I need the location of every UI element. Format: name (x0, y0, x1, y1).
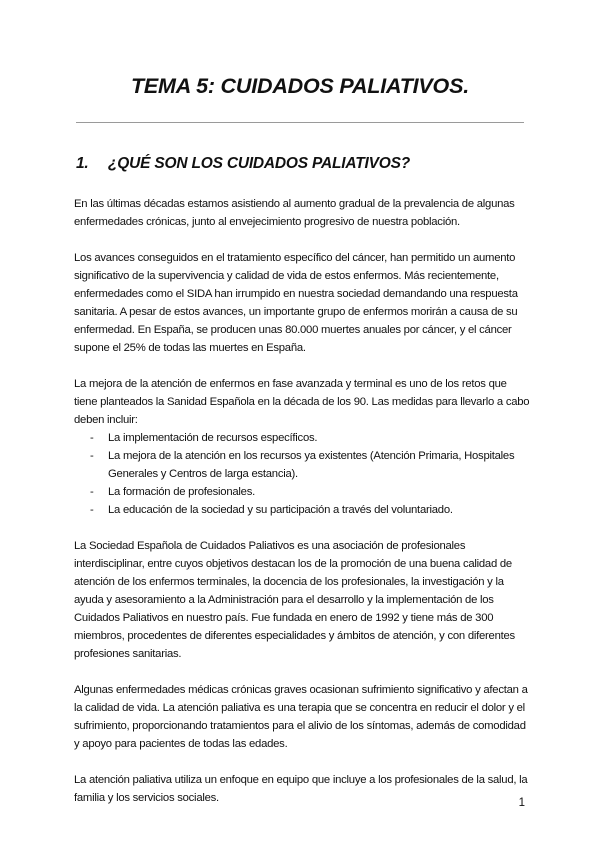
list-item: - La mejora de la atención en los recursos ya existentes (Atención Primaria, Hospitales Generales y Centros de larga estancia). (74, 447, 532, 483)
list-item: - La educación de la sociedad y su participación a través del voluntariado. (74, 501, 532, 519)
paragraph-secpal: La Sociedad Española de Cuidados Paliativos es una asociación de profesionales interdisciplinar, entre cuyos objetivos destacan los de la promoción de una buena calidad de atención de los enfermos terminales, la docencia de los profesionales, la investigación y la ayuda y asesoramiento a la Administración para el desarrollo y la implementación de los Cuidados Paliativos en nuestro país. Fue fundada en enero de 1992 y tiene más de 300 miembros, procedentes de diferentes especialidades y ámbitos de atención, y con diferentes profesiones sanitarias. (74, 540, 515, 660)
paragraph-terminal-care: La mejora de la atención de enfermos en fase avanzada y terminal es uno de los retos que tiene planteados la Sanidad Española en la década de los 90. Las medidas para llevarlo a cabo deben incluir: (74, 378, 530, 426)
paragraph-cancer-advances: Los avances conseguidos en el tratamiento específico del cáncer, han permitido un aumento significativo de la supervivencia y calidad de vida de estos enfermos. Más recientemente, enfermedades como el SIDA han irrumpido en nuestra sociedad demandando una respuesta sanitaria. A pesar de estos avances, un importante grupo de enfermos morirán a causa de su enfermedad. En España, se producen unas 80.000 muertes anuales por cáncer, y el cáncer supone el 25% de todas las muertes en España. (74, 252, 518, 354)
section-title: ¿QUÉ SON LOS CUIDADOS PALIATIVOS? (108, 155, 410, 172)
paragraph-chronic-diseases: En las últimas décadas estamos asistiendo al aumento gradual de la prevalencia de algunas enfermedades crónicas, junto al envejecimiento progresivo de nuestra población. (74, 198, 515, 228)
list-item: - La formación de profesionales. (74, 483, 532, 501)
section-number: 1. (76, 155, 89, 172)
measures-list (74, 429, 532, 519)
document-title: TEMA 5: CUIDADOS PALIATIVOS. (130, 74, 469, 98)
list-item: - La implementación de recursos específicos. (74, 429, 532, 447)
section-heading (76, 155, 410, 173)
paragraph-palliative-definition: Algunas enfermedades médicas crónicas graves ocasionan sufrimiento significativo y afectan a la calidad de vida. La atención paliativa es una terapia que se concentra en reducir el dolor y el sufrimiento, proporcionando tratamientos para el alivio de los síntomas, además de comodidad y apoyo para pacientes de todas las edades. (74, 684, 528, 750)
page-number: 1 (518, 797, 525, 809)
paragraph-team-approach: La atención paliativa utiliza un enfoque en equipo que incluye a los profesionales de la salud, la familia y los servicios sociales. (74, 774, 528, 804)
document-body (74, 195, 532, 825)
title-divider (76, 122, 524, 123)
